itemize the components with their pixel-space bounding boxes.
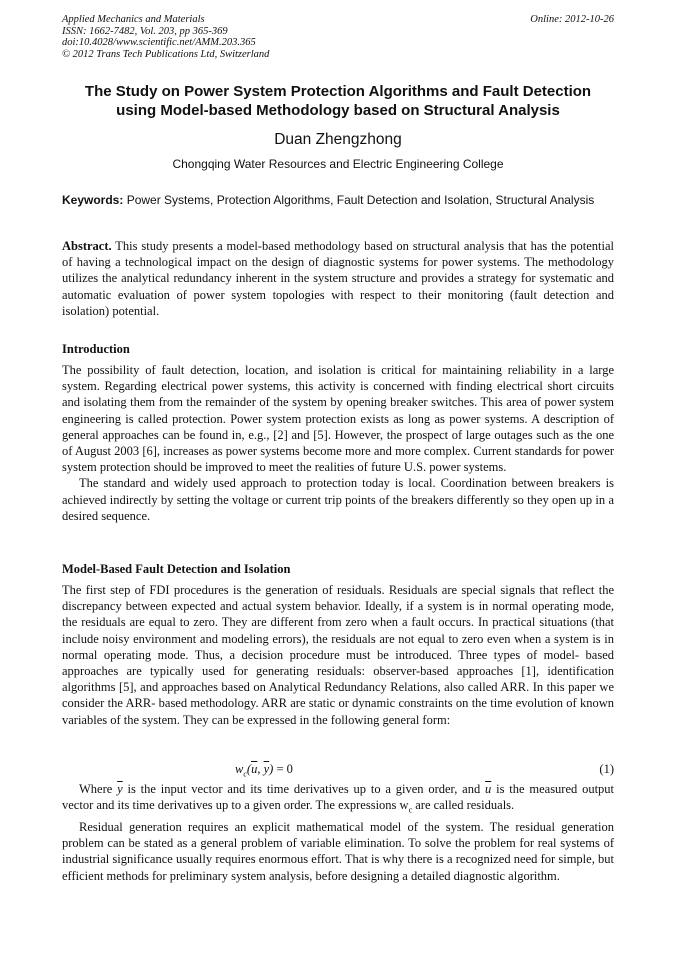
introduction-paragraph-2: The standard and widely used approach to protection today is local. Coordination between breakers is achieved indirectly by setting the voltage or current trip points of the breakers differently so they open up in a desired sequence. <box>62 476 614 523</box>
copyright-line: © 2012 Trans Tech Publications Ltd, Switzerland <box>62 48 270 60</box>
abstract-block <box>62 238 614 319</box>
author-affiliation: Chongqing Water Resources and Electric Engineering College <box>172 157 504 171</box>
keywords-label: Keywords: <box>62 193 124 207</box>
equation-1 <box>62 762 614 780</box>
doi-line: doi:10.4028/www.scientific.net/AMM.203.365 <box>62 37 256 48</box>
journal-name: Applied Mechanics and Materials <box>62 14 205 25</box>
title-line-1: The Study on Power System Protection Algorithms and Fault Detection <box>84 83 592 100</box>
title-line-2: using Model-based Methodology based on Structural Analysis <box>116 102 560 119</box>
keywords-text: Power Systems, Protection Algorithms, Fault Detection and Isolation, Structural Analysis <box>126 193 595 207</box>
mbfdi-paragraph-1: The first step of FDI procedures is the generation of residuals. Residuals are special signals that reflect the discrepancy between expected and actual system behavior. Ideally, if a system is in normal operating mode, the residuals are equal to zero. They are different from zero when a fault occurs. In practical situations (that include noisy environment and modeling errors), the residuals are not equal to zero even when a system is in normal operating mode. Thus, a decision procedure must be introduced. Three types of model- based approaches are typically used for generating residuals: observer-based approaches [1], identification algorithms [5], and approaches based on Analytical Redundancy Relations, also called ARR. In this paper we consider the ARR- based methodology. ARR are static or dynamic constraints on the time evolution of known variables of the system. They can be expressed in the following general form: <box>62 583 614 727</box>
equation-number: (1) <box>599 762 614 776</box>
issn-line: ISSN: 1662-7482, Vol. 203, pp 365-369 <box>62 25 228 37</box>
paper-title <box>62 82 614 120</box>
introduction-heading: Introduction <box>62 342 130 356</box>
online-date: Online: 2012-10-26 <box>530 14 614 25</box>
mbfdi-paragraph-3: Residual generation requires an explicit mathematical model of the system. The residual generation problem can be stated as a general problem of variable elimination. To solve the problem for real systems of industrial significance usually requires enormous effort. That is why there is a recognized need for simple, but efficient methods for preliminary system analysis, before designing a detailed diagnostic algorithm. <box>62 819 614 883</box>
equation-expression: $w_c(\overline{u}$, $\overline{y}) = 0$ <box>235 762 293 779</box>
introduction-body <box>62 362 614 524</box>
introduction-paragraph-1: The possibility of fault detection, location, and isolation is critical for maintaining reliability in a large system. Regarding electrical power systems, this activity is concerned with finding electrical short circuits and isolating them from the remainder of the system by opening breaker switches. This area of power system engineering is called protection. Power system protection exists as long as power systems. A description of general approaches can be found in, e.g., [2] and [5]. However, the prospect of large outages such as the one of August 2003 [6], increases as power systems become more and more complex. Current standards for power system protection should be improved to meet the realities of future U.S. power systems. <box>62 363 614 475</box>
keywords-block <box>62 193 614 208</box>
mbfdi-heading: Model-Based Fault Detection and Isolation <box>62 562 291 576</box>
author-name: Duan Zhengzhong <box>274 131 402 148</box>
where-paragraph: Where $\overline{y}$ is the input vector and its time derivatives up to a given order, and $\overline{u}$ is the measured output vector and its time derivatives up to a given order. The expressions $w_c$ are called residuals. <box>62 782 615 815</box>
mbfdi-body-continued <box>62 781 614 884</box>
journal-header <box>62 14 269 60</box>
abstract-label: Abstract. <box>62 239 112 253</box>
abstract-text: This study presents a model-based methodology based on structural analysis that has the potential of having a technological impact on the design of diagnostic systems for power systems. The methodology utilizes the analytical redundancy inherent in the system structure and provides a strategy for systematic and automatic evaluation of power system topologies with respect to their monitoring (fault detection and isolation) potential. <box>62 239 614 318</box>
